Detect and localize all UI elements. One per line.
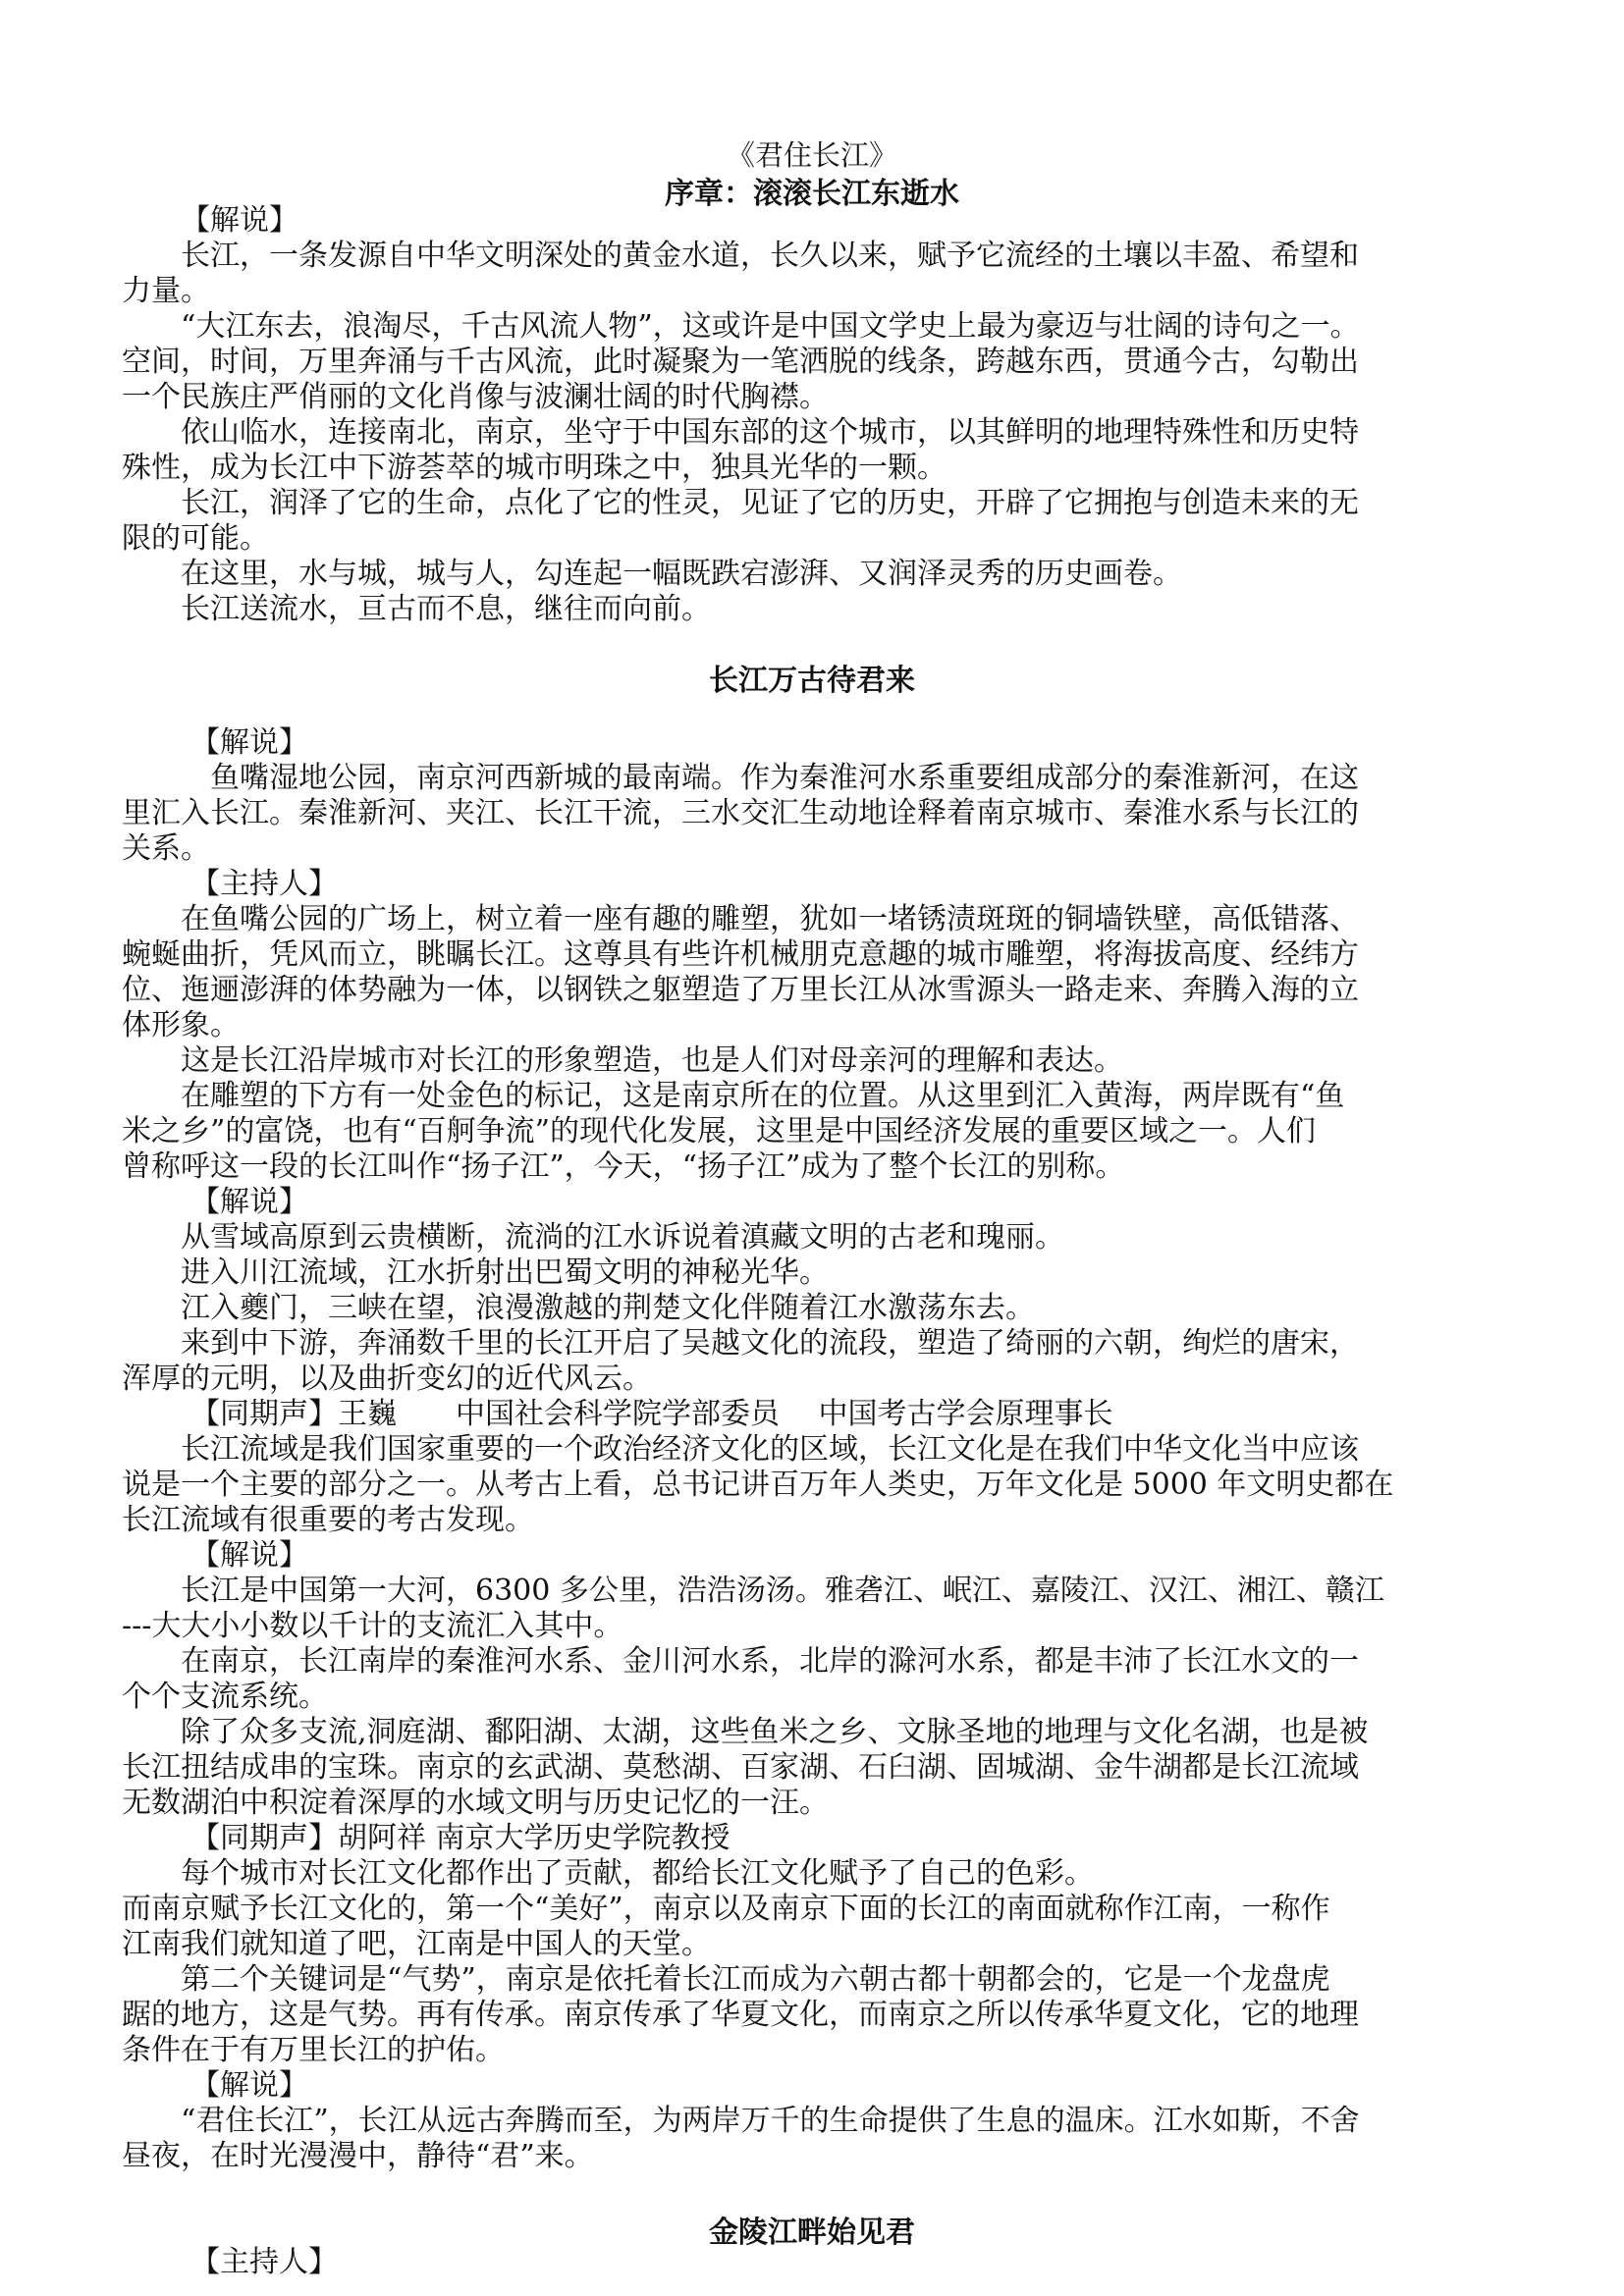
paragraph-line: 长江，一条发源自中华文明深处的黄金水道，长久以来，赋予它流经的土壤以丰盈、希望和	[181, 239, 1359, 273]
paragraph-line: 每个城市对长江文化都作出了贡献，都给长江文化赋予了自己的色彩。	[181, 1856, 1094, 1891]
paragraph-line: 这是长江沿岸城市对长江的形象塑造，也是人们对母亲河的理解和表达。	[181, 1043, 1123, 1078]
paragraph-line: 踞的地方，这是气势。再有传承。南京传承了华夏文化，而南京之所以传承华夏文化，它的地理	[122, 1998, 1359, 2032]
paragraph-line: 昼夜，在时光漫漫中，静待“君”来。	[122, 2139, 594, 2173]
paragraph-line: 江南我们就知道了吧，江南是中国人的天堂。	[122, 1927, 711, 1961]
paragraph-line: 蜿蜒曲折，凭风而立，眺瞩长江。这尊具有些许机械朋克意趣的城市雕塑，将海拔高度、经纬方	[122, 937, 1359, 972]
paragraph-line: 无数湖泊中积淀着深厚的水域文明与历史记忆的一汪。	[122, 1786, 829, 1820]
paragraph-line: ---大大小小数以千计的支流汇入其中。	[122, 1609, 623, 1643]
paragraph-line: 进入川江流域，江水折射出巴蜀文明的神秘光华。	[181, 1255, 829, 1290]
paragraph-line: 在雕塑的下方有一处金色的标记，这是南京所在的位置。从这里到汇入黄海，两岸既有“鱼	[181, 1079, 1345, 1113]
section-heading: 长江万古待君来	[709, 664, 915, 698]
paragraph-line: 【解说】	[190, 2068, 308, 2103]
document-title: 《君住长江》	[726, 138, 897, 172]
paragraph-line: 鱼嘴湿地公园，南京河西新城的最南端。作为秦淮河水系重要组成部分的秦淮新河，在这	[210, 761, 1359, 795]
paragraph-line: 从雪域高原到云贵横断，流淌的江水诉说着滇藏文明的古老和瑰丽。	[181, 1220, 1064, 1255]
paragraph-line: 关系。	[122, 831, 210, 866]
paragraph-line: 长江，润泽了它的生命，点化了它的性灵，见证了它的历史，开辟了它拥抱与创造未来的无	[181, 486, 1359, 520]
paragraph-line: 长江是中国第一大河，6300 多公里，浩浩汤汤。雅砻江、岷江、嘉陵江、汉江、湘江、赣江	[181, 1574, 1384, 1608]
paragraph-line: 来到中下游，奔涌数千里的长江开启了吴越文化的流段，塑造了绮丽的六朝，绚烂的唐宋，	[181, 1326, 1359, 1361]
paragraph-line: 【解说】	[190, 1538, 308, 1573]
paragraph-line: 除了众多支流,洞庭湖、鄱阳湖、太湖，这些鱼米之乡、文脉圣地的地理与文化名湖，也是被	[181, 1715, 1369, 1749]
paragraph-line: 长江扭结成串的宝珠。南京的玄武湖、莫愁湖、百家湖、石臼湖、固城湖、金牛湖都是长江流域	[122, 1750, 1359, 1785]
paragraph-line: 【主持人】	[190, 867, 338, 901]
paragraph-line: 空间，时间，万里奔涌与千古风流，此时凝聚为一笔洒脱的线条，跨越东西，贯通今古，勾勒出	[122, 345, 1359, 379]
paragraph-line: 个个支流系统。	[122, 1680, 328, 1714]
paragraph-line: 在南京，长江南岸的秦淮河水系、金川河水系，北岸的滁河水系，都是丰沛了长江水文的一	[181, 1644, 1359, 1679]
paragraph-line: 体形象。	[122, 1008, 240, 1042]
section-heading: 金陵江畔始见君	[709, 2216, 915, 2250]
paragraph-line: 长江流域有很重要的考古发现。	[122, 1503, 534, 1537]
paragraph-line: 【主持人】	[190, 2245, 338, 2279]
paragraph-line: 说是一个主要的部分之一。从考古上看，总书记讲百万年人类史，万年文化是 5000 年文明史都在	[122, 1468, 1394, 1502]
paragraph-line: 里汇入长江。秦淮新河、夹江、长江干流，三水交汇生动地诠释着南京城市、秦淮水系与长江的	[122, 796, 1359, 830]
paragraph-line: 曾称呼这一段的长江叫作“扬子江”，今天，“扬子江”成为了整个长江的别称。	[122, 1149, 1125, 1184]
paragraph-line: 米之乡”的富饶，也有“百舸争流”的现代化发展，这里是中国经济发展的重要区域之一。人们	[122, 1114, 1317, 1148]
paragraph-line: “大江东去，浪淘尽，千古风流人物”，这或许是中国文学史上最为豪迈与壮阔的诗句之一。	[181, 309, 1360, 344]
paragraph-line: 长江送流水，亘古而不息，继往而向前。	[181, 592, 711, 626]
paragraph-line: “君住长江”，长江从远古奔腾而至，为两岸万千的生命提供了生息的温床。江水如斯，不舍	[181, 2104, 1360, 2138]
paragraph-line: 浑厚的元明，以及曲折变幻的近代风云。	[122, 1362, 652, 1396]
paragraph-line: 【解说】	[190, 725, 308, 760]
paragraph-line: 【解说】	[181, 203, 298, 238]
paragraph-line: 江入夔门，三峡在望，浪漫激越的荆楚文化伴随着江水激荡东去。	[181, 1291, 1035, 1325]
paragraph-line: 位、迤逦澎湃的体势融为一体，以钢铁之躯塑造了万里长江从冰雪源头一路走来、奔腾入海的立	[122, 973, 1359, 1007]
paragraph-line: 【同期声】王巍 中国社会科学院学部委员 中国考古学会原理事长	[190, 1397, 1113, 1431]
paragraph-line: 条件在于有万里长江的护佑。	[122, 2033, 505, 2067]
paragraph-line: 【解说】	[190, 1185, 308, 1219]
paragraph-line: 依山临水，连接南北，南京，坐守于中国东部的这个城市，以其鲜明的地理特殊性和历史特	[181, 415, 1359, 450]
paragraph-line: 长江流域是我们国家重要的一个政治经济文化的区域，长江文化是在我们中华文化当中应该	[181, 1432, 1359, 1467]
paragraph-line: 而南京赋予长江文化的，第一个“美好”，南京以及南京下面的长江的南面就称作江南，一称作	[122, 1892, 1330, 1926]
paragraph-line: 一个民族庄严俏丽的文化肖像与波澜壮阔的时代胸襟。	[122, 380, 829, 414]
paragraph-line: 在鱼嘴公园的广场上，树立着一座有趣的雕塑，犹如一堵锈渍斑斑的铜墙铁壁，高低错落、	[181, 902, 1359, 936]
paragraph-line: 第二个关键词是“气势”，南京是依托着长江而成为六朝古都十朝都会的，它是一个龙盘虎	[181, 1962, 1330, 1997]
prologue-title: 序章：滚滚长江东逝水	[665, 177, 959, 211]
paragraph-line: 【同期声】胡阿祥 南京大学历史学院教授	[190, 1821, 731, 1855]
paragraph-line: 力量。	[122, 274, 210, 308]
paragraph-line: 限的可能。	[122, 521, 269, 556]
paragraph-line: 在这里，水与城，城与人，勾连起一幅既跌宕澎湃、又润泽灵秀的历史画卷。	[181, 557, 1182, 591]
paragraph-line: 殊性，成为长江中下游荟萃的城市明珠之中，独具光华的一颗。	[122, 451, 947, 485]
